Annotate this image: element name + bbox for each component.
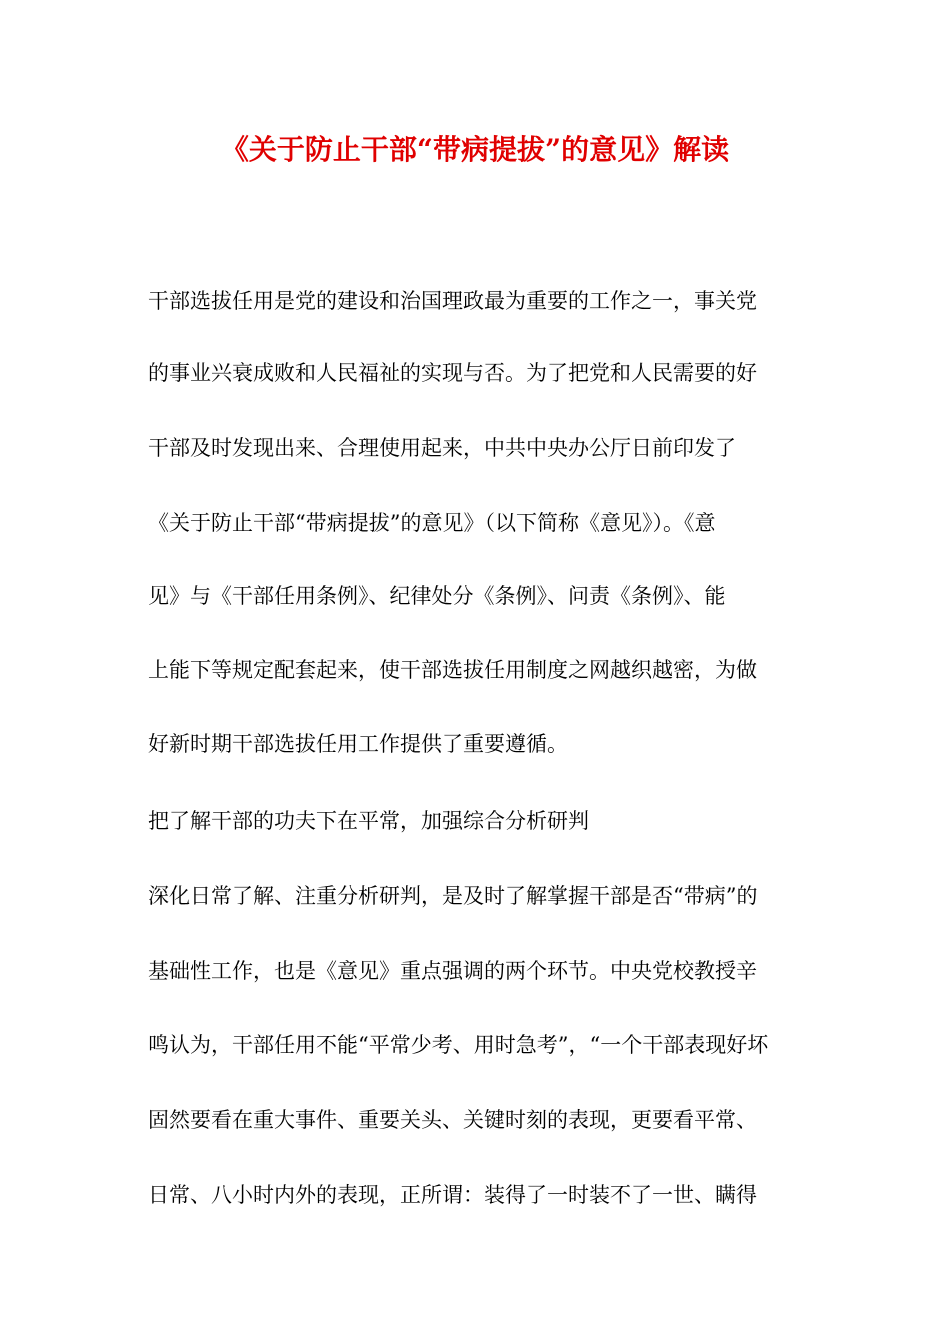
paragraph-line: 鸣认为，干部任用不能“平常少考、用时急考”，“一个干部表现好坏 [148,1033,769,1057]
section-heading: 把了解干部的功夫下在平常，加强综合分析研判 [148,809,589,833]
paragraph-line: 好新时期干部选拔任用工作提供了重要遵循。 [148,732,568,756]
paragraph-line: 上能下等规定配套起来，使干部选拔任用制度之网越织越密，为做 [148,658,757,682]
paragraph-line: 深化日常了解、注重分析研判，是及时了解掌握干部是否“带病”的 [148,884,758,908]
paragraph-line: 干部及时发现出来、合理使用起来，中共中央办公厅日前印发了 [148,436,736,460]
document-title: 《关于防止干部“带病提拔”的意见》解读 [220,133,730,166]
paragraph-line: 固然要看在重大事件、重要关头、关键时刻的表现，更要看平常、 [148,1108,757,1132]
paragraph-line: 日常、八小时内外的表现，正所谓：装得了一时装不了一世、瞒得 [148,1183,757,1207]
paragraph-line: 《关于防止干部“带病提拔”的意见》（以下简称《意见》）。《意 [148,511,716,535]
paragraph-line: 基础性工作，也是《意见》重点强调的两个环节。中央党校教授辛 [148,959,757,983]
paragraph-line: 干部选拔任用是党的建设和治国理政最为重要的工作之一，事关党 [148,289,757,313]
paragraph-line: 的事业兴衰成败和人民福祉的实现与否。为了把党和人民需要的好 [148,361,757,385]
paragraph-line: 见》与《干部任用条例》、纪律处分《条例》、问责《条例》、能 [148,584,726,608]
